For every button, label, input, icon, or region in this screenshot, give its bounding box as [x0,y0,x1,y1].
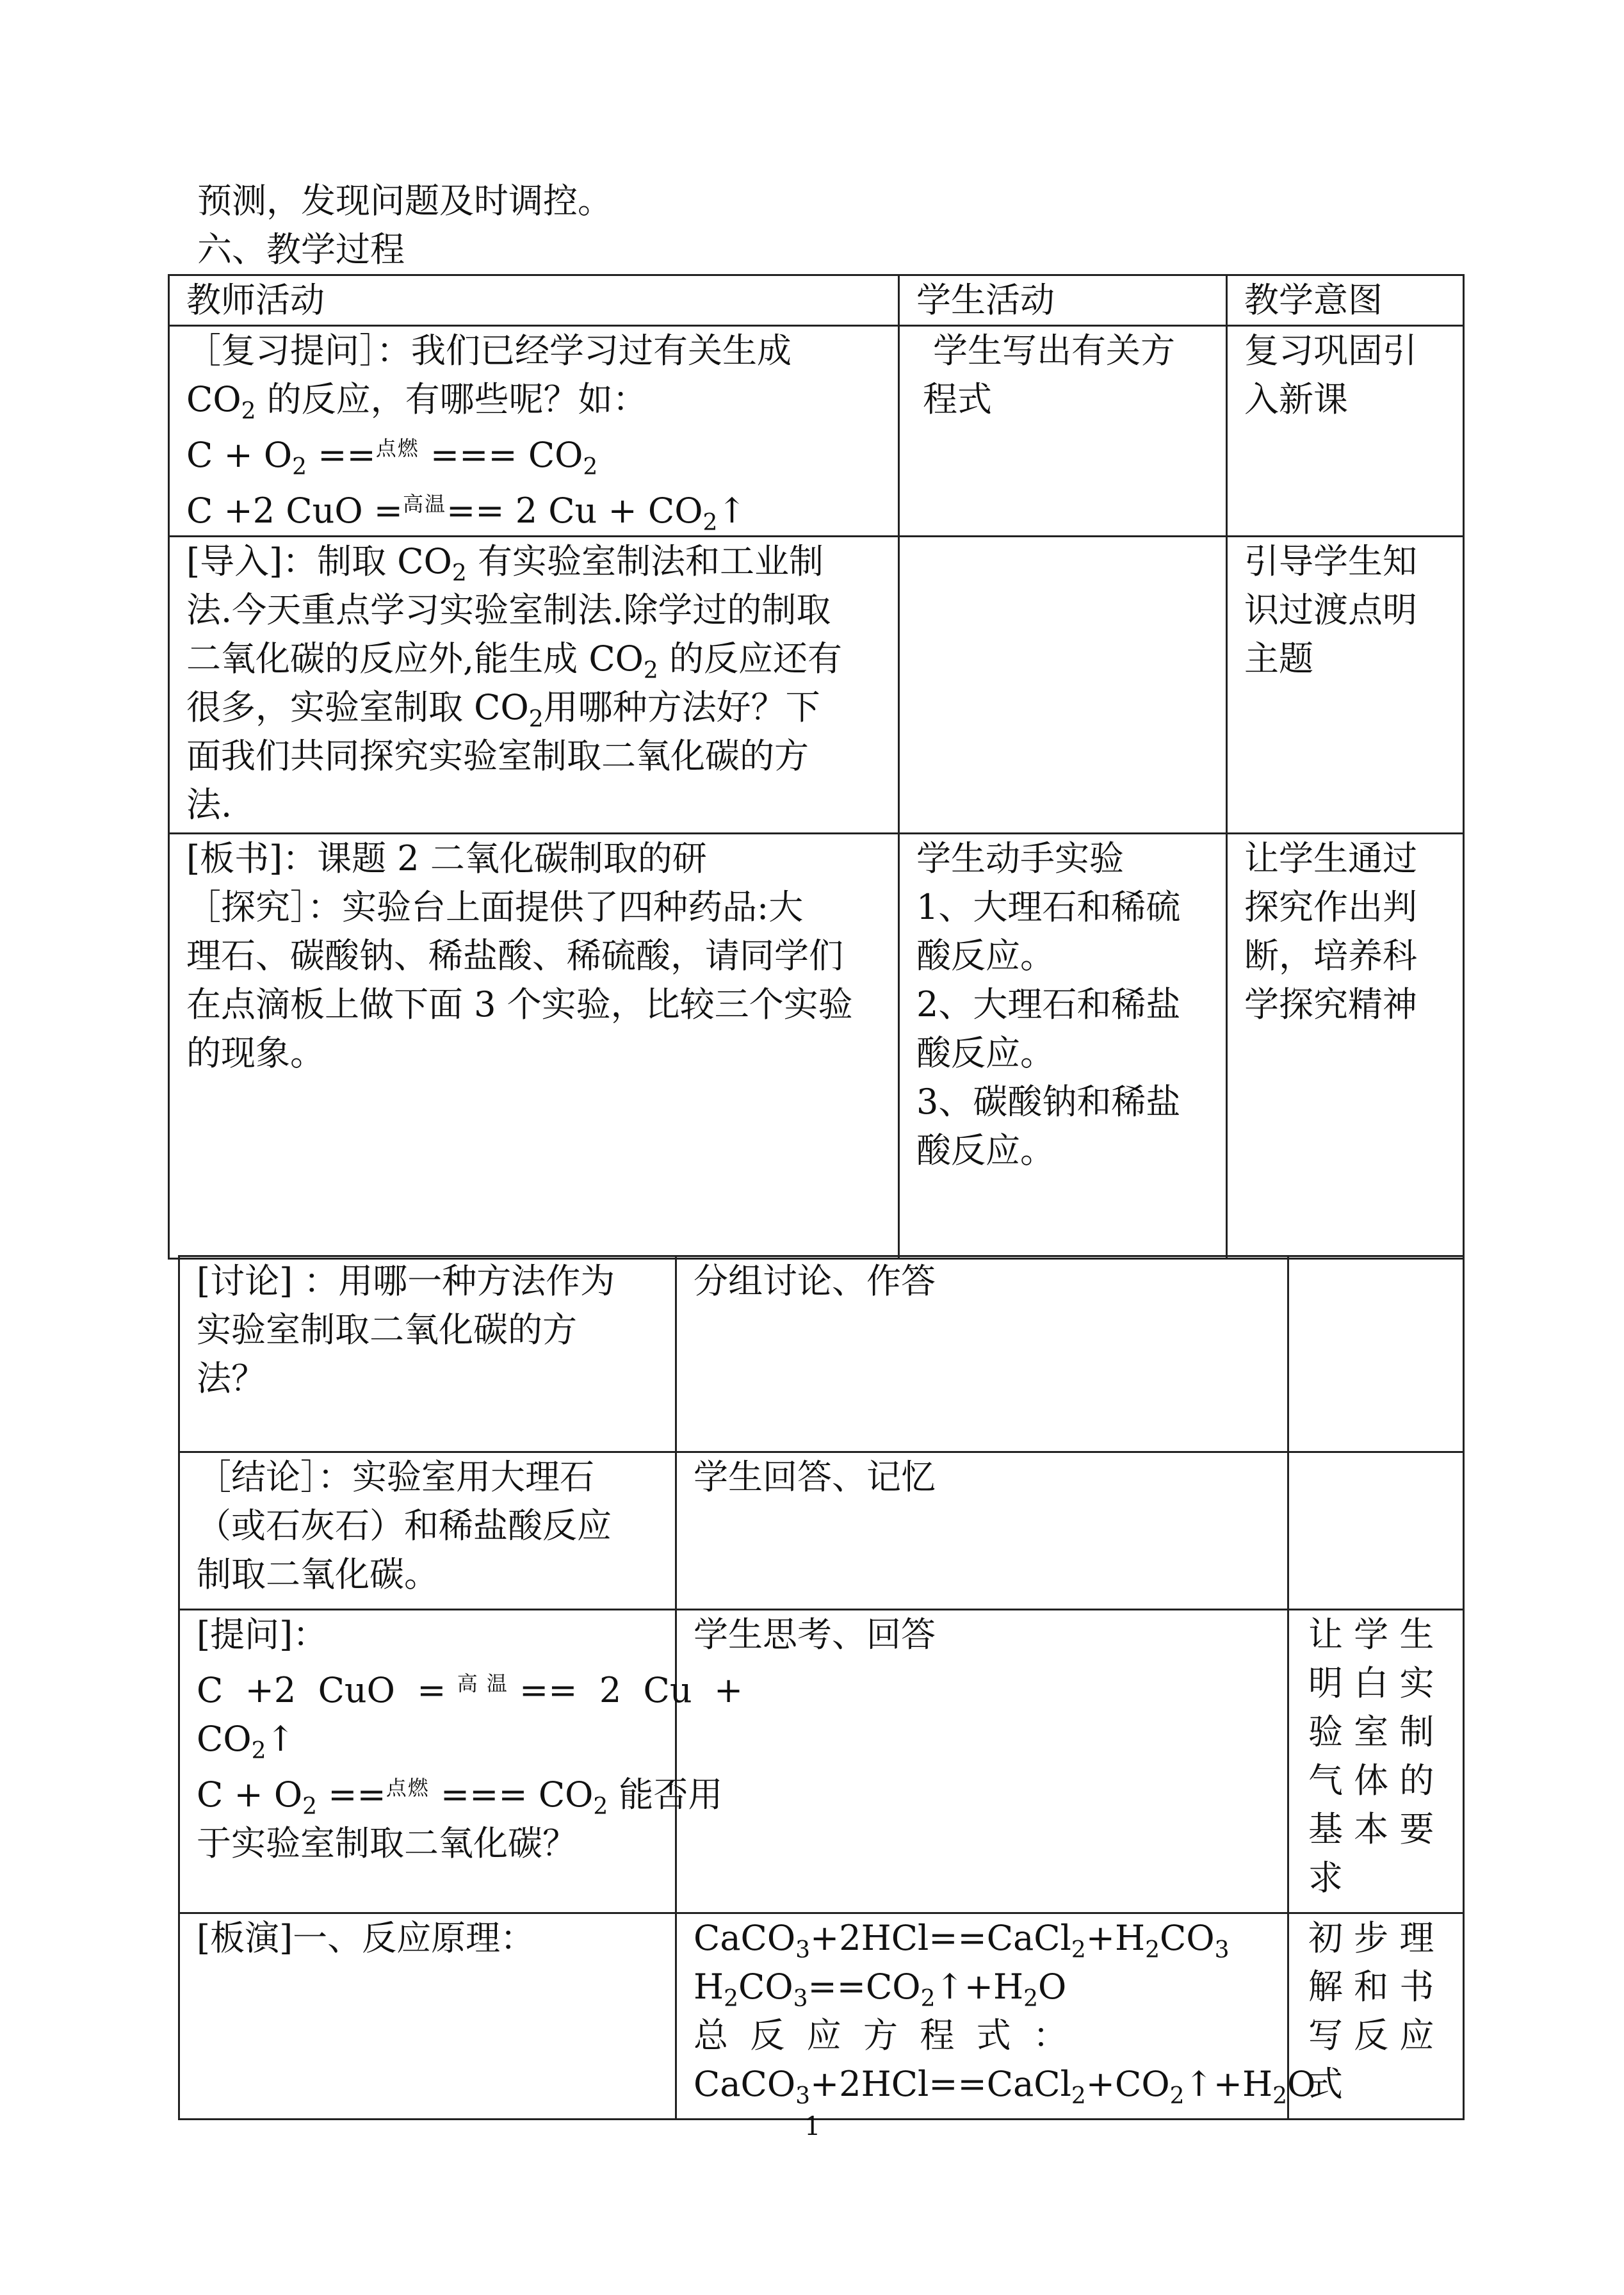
text-line: 面我们共同探究实验室制取二氧化碳的方 [186,736,809,776]
text-line: 入新课 [1244,379,1348,419]
text-line: ［探究］：实验台上面提供了四种药品:大 [186,887,804,927]
student-cell [676,1452,1288,1610]
text-line: 学生写出有关方 [933,330,1175,371]
table-row [179,1452,1464,1610]
table-row [169,834,1464,1259]
teaching-process-table-2 [178,1255,1465,2120]
teacher-cell [169,834,899,1259]
text-line: 解 和 书 [1308,1967,1434,2007]
intent-cell [1288,1610,1464,1913]
text-line: 学生回答、记忆 [694,1457,936,1497]
text-line: 于实验室制取二氧化碳？ [197,1823,577,1863]
text-line: 分组讨论、作答 [694,1261,936,1301]
text-line: [板书]：课题 2 二氧化碳制取的研 [186,838,707,879]
text-line: 在点滴板上做下面 3 个实验，比较三个实验 [186,984,853,1025]
text-line: $CO_2$ 的反应，有哪些呢？如： [186,379,647,425]
intent-cell [1227,326,1464,537]
student-cell [899,834,1227,1259]
table-row [179,1913,1464,2120]
text-line: 的现象。 [186,1033,325,1073]
equation-combustion: $C + O_2 ==^{点燃}$ === $CO_2$ 能否用 [197,1774,723,1820]
text-line: 法？ [197,1358,266,1399]
gas-arrow-icon: ↑ [717,491,747,531]
student-cell [676,1913,1316,2120]
text-line: （或石灰石）和稀盐酸反应 [197,1505,612,1546]
text-line: 法.今天重点学习实验室制法.除学过的制取 [186,590,831,630]
text-line: 酸反应。 [916,936,1055,976]
text-line: 酸反应。 [916,1130,1055,1171]
text-line: 法. [186,784,232,825]
student-cell [899,326,1227,537]
header-teacher-activity: 教师活动 [169,275,899,326]
text-line: [讨论] ：用哪一种方法作为 [197,1261,615,1301]
intent-cell [1227,834,1464,1259]
equation-overall: $CaCO_3+2HCl==CaCl_2+CO_2↑+H_2O$ [694,2064,1316,2109]
intent-cell [1288,1913,1464,2120]
intent-cell [1227,537,1464,834]
table-row [179,1610,1464,1913]
table-header-row [169,275,1464,326]
equation-reduction: C +2 CuO = $^{高 温}$ == 2 Cu + [197,1670,743,1710]
text-line: 实验室制取二氧化碳的方 [197,1310,577,1350]
text-line: 让 学 生 [1308,1614,1434,1655]
text-line: 明 白 实 [1308,1663,1434,1703]
text-line: 断，培养科 [1244,936,1417,976]
text-line: [板演]一、反应原理： [197,1918,535,1958]
text-line: 引导学生知 [1244,541,1417,581]
text-line: 制取二氧化碳。 [197,1554,439,1594]
intent-cell [1288,1452,1464,1610]
text-line: 1、大理石和稀硫 [916,887,1181,927]
teacher-cell [169,537,899,834]
table-row [179,1256,1464,1452]
text-line: 气 体 的 [1308,1760,1434,1801]
student-cell [676,1610,1288,1913]
text-line: 程式 [923,379,992,419]
text-line: 初 步 理 [1308,1918,1434,1958]
table-row [169,537,1464,834]
overall-equation-label: 总 反 应 方 程 式 ： [694,2015,1068,2056]
teacher-cell [169,326,899,537]
header-student-activity: 学生活动 [899,275,1227,326]
page-number: 1 [804,2112,821,2141]
intro-line: 预测，发现问题及时调控。 [197,181,612,221]
equation-reduction-cont: $CO_2↑$ [197,1719,295,1764]
text-line: ［复习提问］：我们已经学习过有关生成 [186,330,792,371]
text-line: 学探究精神 [1244,984,1417,1025]
teacher-cell [179,1256,676,1452]
text-line: 式 [1308,2064,1343,2104]
student-cell [676,1256,1288,1452]
text-line: 让学生通过 [1244,838,1417,879]
teaching-process-table-1 [168,274,1465,1260]
text-line: ［结论］：实验室用大理石 [197,1457,594,1497]
intent-cell [1288,1256,1464,1452]
text-line: 求 [1308,1858,1343,1898]
text-line: 主题 [1244,638,1313,679]
text-line: 识过渡点明 [1244,590,1417,630]
text-line: 学生动手实验 [916,838,1124,879]
gas-arrow-icon: ↑ [266,1719,295,1759]
text-line: 复习巩固引 [1244,330,1417,371]
text-line: 2、大理石和稀盐 [916,984,1181,1025]
student-cell [899,537,1227,834]
text-line: [导入]：制取 $CO_2$ 有实验室制法和工业制 [186,541,824,587]
text-line: 探究作出判 [1244,887,1417,927]
section-heading: 六、教学过程 [197,229,405,270]
text-line: 理石、碳酸钠、稀盐酸、稀硫酸，请同学们 [186,936,843,976]
equation-step1: $CaCO_3+2HCl==CaCl_2+H_2CO_3$ [694,1918,1230,1963]
teacher-cell [179,1610,743,1913]
equation-reduction: C +2 CuO =$^{高温}$== 2 $Cu + CO_2↑$ [186,491,747,536]
teacher-cell [179,1913,676,2120]
text-line: 基 本 要 [1308,1809,1434,1849]
text-line: 3、碳酸钠和稀盐 [916,1082,1181,1122]
text-line: 学生思考、回答 [694,1614,936,1655]
text-line: [提问]： [197,1614,328,1655]
text-line: 酸反应。 [916,1033,1055,1073]
equation-combustion: $C + O_2 ==^{点燃}$ === $CO_2$ [186,435,598,480]
header-teaching-intent: 教学意图 [1227,275,1464,326]
teacher-cell [179,1452,676,1610]
text-line: 二氧化碳的反应外,能生成 $CO_2$ 的反应还有 [186,638,842,684]
equation-step2: $H_2CO_3==CO_2↑+H_2O$ [694,1967,1067,2012]
table-row [169,326,1464,537]
text-line: 写 反 应 [1308,2015,1434,2056]
text-line: 很多，实验室制取 $CO_2$用哪种方法好？下 [186,687,820,733]
text-line: 验 室 制 [1308,1712,1434,1752]
